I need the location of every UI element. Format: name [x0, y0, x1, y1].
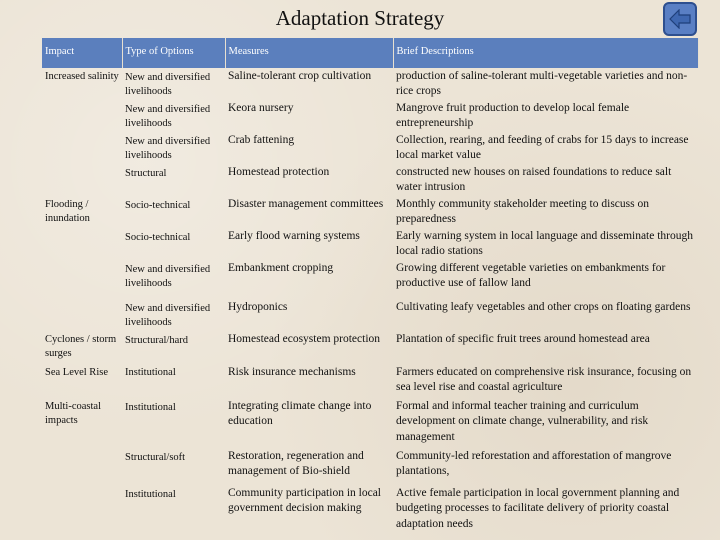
cell-description: constructed new houses on raised foundations to reduce salt water intrusion [396, 165, 672, 193]
cell-description: Growing different vegetable varieties on embankments for productive use of fallow land [396, 261, 666, 289]
table-row [42, 362, 698, 398]
table-row [42, 448, 698, 485]
cell-measure: Risk insurance mechanisms [228, 365, 356, 378]
cell-description: Plantation of specific fruit trees around homestead area [396, 332, 650, 345]
cell-impact: Increased salinity [45, 70, 119, 82]
cell-description: Farmers educated on comprehensive risk insurance, focusing on sea level rise and coastal agriculture [396, 365, 692, 393]
cell-impact: Cyclones / storm surges [45, 333, 117, 359]
table-header-row [42, 38, 698, 68]
table-row [42, 196, 698, 228]
cell-impact [42, 132, 122, 164]
cell-impact [42, 164, 122, 196]
cell-option: Structural [125, 167, 167, 179]
cell-option: Structural/hard [125, 334, 188, 346]
cell-measure: Homestead ecosystem protection [228, 332, 381, 345]
cell-option: Socio-technical [125, 231, 191, 243]
back-arrow-icon [669, 9, 691, 29]
cell-impact: Flooding / inundation [45, 198, 90, 224]
cell-measure: Hydroponics [228, 300, 288, 313]
cell-measure: Embankment cropping [228, 261, 334, 274]
header-impact: Impact [42, 38, 122, 68]
table-row [42, 331, 698, 362]
cell-measure: Homestead protection [228, 165, 330, 178]
cell-impact: Sea Level Rise [45, 366, 108, 378]
cell-impact [42, 100, 122, 132]
adaptation-table [42, 38, 699, 533]
cell-measure: Saline-tolerant crop cultivation [228, 69, 372, 82]
cell-description: Mangrove fruit production to develop local female entrepreneurship [396, 101, 630, 129]
table-row [42, 132, 698, 164]
cell-option: Structural/soft [125, 451, 186, 463]
cell-description: Early warning system in local language and disseminate through local radio stations [396, 229, 694, 257]
table-row [42, 260, 698, 299]
header-measures: Measures [225, 38, 393, 68]
cell-measure: Disaster management committees [228, 197, 384, 210]
cell-option: Institutional [125, 366, 176, 378]
cell-option: New and diversified livelihoods [125, 135, 211, 161]
cell-description: Collection, rearing, and feeding of crabs for 15 days to increase local market value [396, 133, 689, 161]
cell-impact: Multi-coastal impacts [45, 400, 101, 426]
cell-description: production of saline-tolerant multi-vegetable varieties and non-rice crops [396, 69, 688, 97]
table-row [42, 485, 698, 533]
header-type-of-options: Type of Options [122, 38, 225, 68]
cell-option: Socio-technical [125, 199, 191, 211]
table-row [42, 228, 698, 260]
cell-measure: Restoration, regeneration and management of Bio-shield [228, 449, 364, 477]
cell-option: Institutional [125, 401, 176, 413]
cell-option: New and diversified livelihoods [125, 302, 211, 328]
cell-measure: Crab fattening [228, 133, 295, 146]
table-row [42, 299, 698, 331]
cell-measure: Early flood warning systems [228, 229, 360, 242]
cell-option: New and diversified livelihoods [125, 71, 211, 97]
cell-option: Institutional [125, 488, 176, 500]
cell-description: Community-led reforestation and afforestation of mangrove plantations, [396, 449, 672, 477]
cell-impact [42, 299, 122, 331]
back-button[interactable] [663, 2, 697, 36]
table-row [42, 100, 698, 132]
cell-description: Cultivating leafy vegetables and other crops on floating gardens [396, 300, 691, 313]
table-row [42, 164, 698, 196]
cell-impact [42, 228, 122, 260]
cell-description: Formal and informal teacher training and curriculum development on climate change, vulnerability, and risk management [396, 399, 649, 443]
cell-measure: Community participation in local government decision making [228, 486, 381, 514]
cell-impact [42, 485, 122, 533]
cell-measure: Keora nursery [228, 101, 294, 114]
page-title: Adaptation Strategy [275, 6, 445, 30]
cell-impact [42, 448, 122, 485]
table-row [42, 68, 698, 100]
cell-impact [42, 260, 122, 299]
header-brief-descriptions: Brief Descriptions [393, 38, 698, 68]
cell-description: Monthly community stakeholder meeting to discuss on preparedness [396, 197, 649, 225]
cell-measure: Integrating climate change into education [228, 399, 372, 427]
cell-description: Active female participation in local government planning and budgeting processes to facilitate delivery of priority coastal adaptation needs [396, 486, 680, 530]
cell-option: New and diversified livelihoods [125, 103, 211, 129]
table-row [42, 398, 698, 448]
cell-option: New and diversified livelihoods [125, 263, 211, 289]
